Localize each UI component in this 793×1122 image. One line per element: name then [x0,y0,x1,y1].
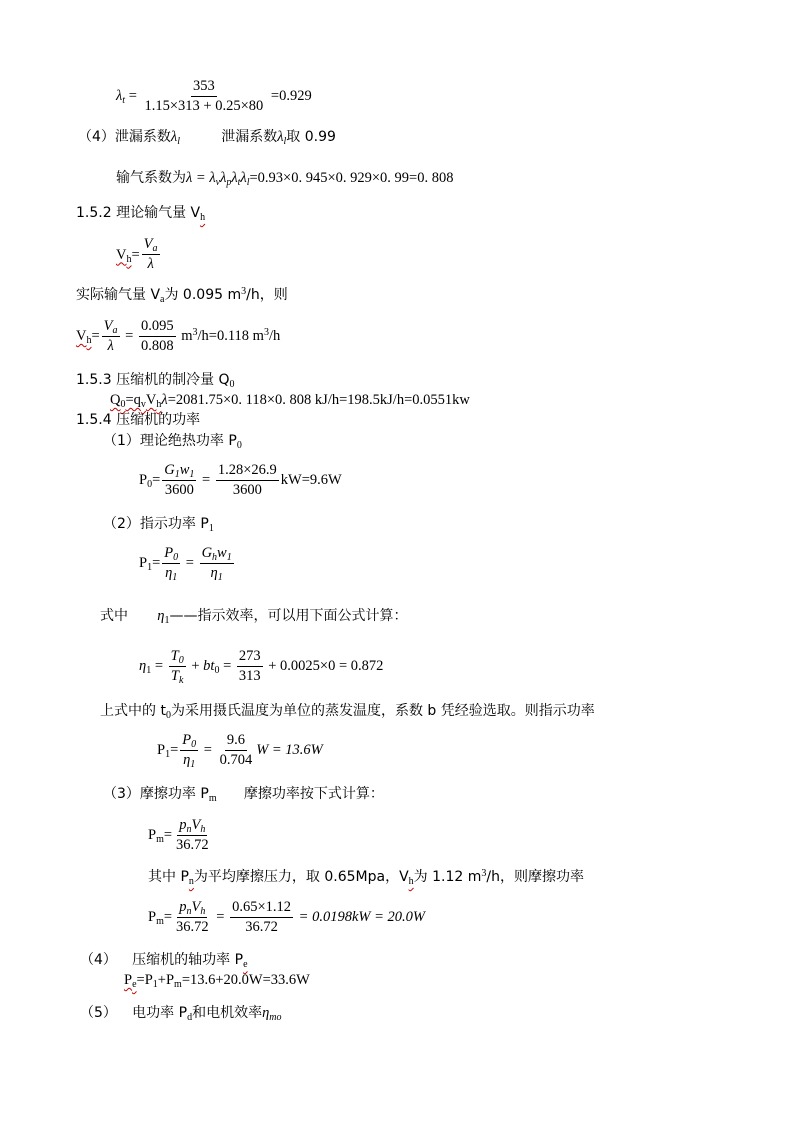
vh-calculation: $V_h=$ $\frac{V_a}{\lambda}$ = $\frac{0.095}{0.808}$ $m^3/h=0.118$ $m^3/h$ [76,318,281,354]
pm-definition: $P_m=$ $\frac{p_nV_h}{36.72}$ [148,817,209,853]
pe-calculation: $P_e=P_1+P_m=13.6+20.0W=33.6W$ [124,972,310,990]
actual-delivery-line: 实际输气量 $V_a$为 0.095 $m^3/h$，则 [76,286,288,305]
pd-heading: （5） 电功率 $P_d$和电机效率$\eta_{mo}$ [80,1005,282,1023]
eta-calculation: $\eta_1$ = $\frac{T_0}{T_k}$ + $bt_0$ = $\frac{273}{313}$ + 0.0025×0 = 0.872 [139,648,384,686]
p1-calculation: $P_1=$ $\frac{P_0}{\eta_1}$ = $\frac{9.6}{0.704}$ W = 13.6W [157,732,323,770]
friction-pressure-note: 其中 $P_n$为平均摩擦压力，取 0.65Mpa，$V_h$为 1.12 $m^3/h$，则摩擦功率 [148,868,584,887]
p1-definition: $P_1=$ $\frac{P_0}{\eta_1}$ = $\frac{G_hw_1}{\eta_1}$ [139,545,232,583]
p0-heading: （1）理论绝热功率 $P_0$ [103,433,242,451]
vh-definition: $V_h=$ $\frac{V_a}{\lambda}$ [116,236,158,272]
pm-calculation: $P_m=$ $\frac{p_nV_h}{36.72}$ = $\frac{0.65\times 1.12}{36.72}$ = 0.0198kW = 20.0W [148,899,425,935]
p0-calculation: $P_0=$ $\frac{G_1w_1}{3600}$ = $\frac{1.28\times 26.9}{3600}$ kW=9.6W [139,462,342,498]
pm-heading: （3）摩擦功率 $P_m$ 摩擦功率按下式计算： [103,786,384,804]
section-1-5-2-heading: 1.5.2 理论输气量 $V_h$ [76,205,206,223]
evaporation-note: 上式中的 $t_0$为采用摄氏温度为单位的蒸发温度，系数 b 凭经验选取。则指示功率 [100,703,595,721]
pe-heading: （4） 压缩机的轴功率 $P_e$ [80,952,248,970]
q0-calculation: $Q_0=q_vV_h\lambda=2081.75\times 0$. 118×0. 808 kJ/h=198.5kJ/h=0.0551kw [110,392,470,410]
delivery-coefficient-line: 输气系数为$\lambda = \lambda_v\lambda_p\lambda_t\lambda_l=0.93\times 0$. 945×0. 929×0. 99=0. 808 [116,170,454,188]
vh-def-fraction: $\frac{V_a}{\lambda}$ [143,236,158,272]
p1-heading: （2）指示功率 $P_1$ [103,516,214,534]
eta-intro: 式中 $\eta_1——$指示效率，可以用下面公式计算： [100,608,408,626]
leak-coefficient-line: （4）泄漏系数$\lambda_l$ 泄漏系数$\lambda_l$取 0.99 [78,129,336,147]
lambda-t-formula: $\lambda_t$ = $\frac{353}{1.15\times 313 + 0.25\times 80}$ =0.929 [116,78,312,114]
lambda-t-fraction: $\frac{353}{1.15\times 313 + 0.25\times 80}$ [144,78,264,114]
section-1-5-3-heading: 1.5.3 压缩机的制冷量 $Q_0$ [76,372,235,390]
section-1-5-4-heading: 1.5.4 压缩机的功率 [76,412,201,428]
